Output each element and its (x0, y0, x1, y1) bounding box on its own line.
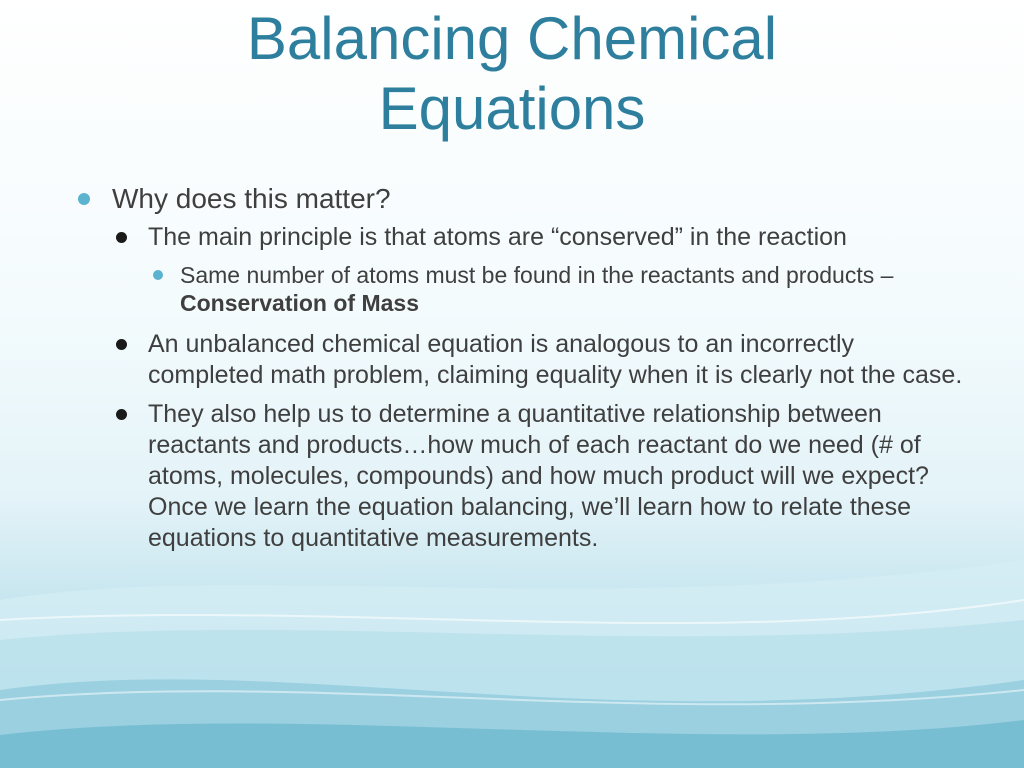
bullet-level2-principle (112, 222, 970, 253)
title-line-2: Equations (378, 75, 646, 142)
bullet-level1-why (70, 182, 970, 216)
bullet-dot-icon (78, 193, 90, 205)
bullet-dot-icon (116, 232, 127, 243)
bullet-text: The main principle is that atoms are “conserved” in the reaction (148, 223, 847, 251)
bullet-text: Same number of atoms must be found in the reactants and products – (180, 262, 894, 288)
bullet-dot-icon (116, 409, 127, 420)
bullet-level2-quantitative (112, 399, 970, 554)
bullet-level3-conservation (148, 261, 970, 317)
bullet-dot-icon (153, 270, 163, 280)
bullet-level2-unbalanced (112, 329, 970, 391)
bullet-text: They also help us to determine a quantitative relationship between reactants and products…how much of each reactant do we need (# of atoms, molecules, compounds) and how much product will we expect? Once we learn the equation balancing, we’ll learn how to relate these equations to quantitative measurements. (148, 400, 929, 552)
bullet-bold-text: Conservation of Mass (180, 290, 419, 316)
bullet-text: Why does this matter? (112, 183, 391, 214)
bullet-text: An unbalanced chemical equation is analogous to an incorrectly completed math problem, claiming equality when it is clearly not the case. (148, 330, 963, 389)
slide-title (0, 4, 1024, 144)
slide-body (70, 182, 970, 562)
title-line-1: Balancing Chemical (246, 5, 778, 72)
bullet-dot-icon (116, 339, 127, 350)
